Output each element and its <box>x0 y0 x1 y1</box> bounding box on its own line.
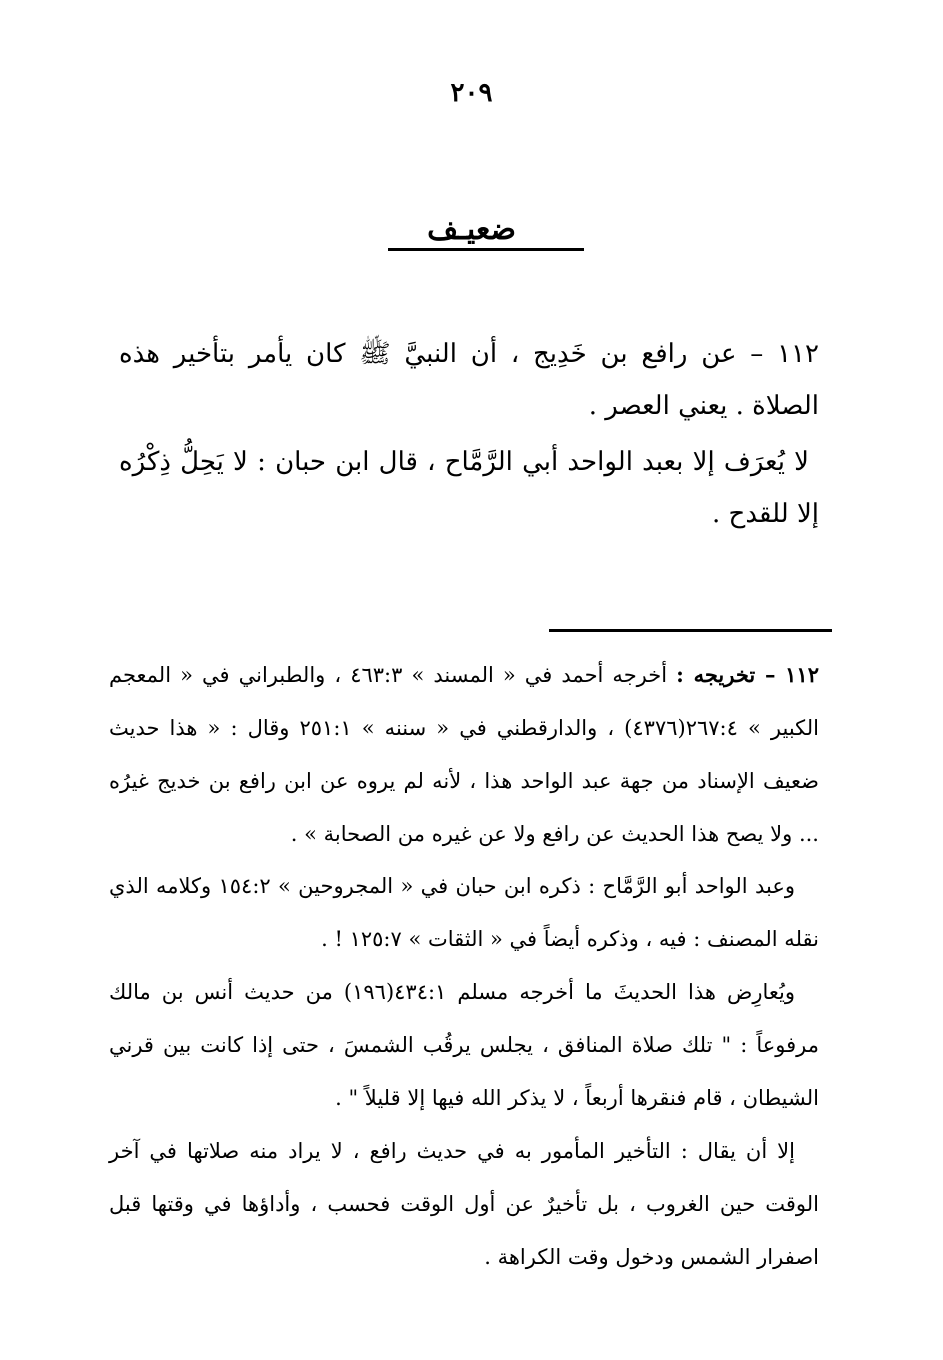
narrator-note: لا يُعرَف إلا بعبد الواحد أبي الرَّمَّاح ، قال ابن حبان : لا يَحِلُّ ذِكْرُه إلا للقدح . <box>119 447 819 529</box>
hadith-paragraph <box>119 328 819 432</box>
section-title: ضعيـف <box>427 212 516 247</box>
footnote-text: ويُعارِض هذا الحديثَ ما أخرجه مسلم ٤٣٤:١(١٩٦) من حديث أنس بن مالك مرفوعاً : " تلك صلاة المنافق ، يجلس يرقُب الشمسَ ، حتى إذا كانت بين قرني الشيطان ، قام فنقرها أربعاً ، لا يذكر الله فيها إلا قليلاً " . <box>109 980 819 1110</box>
hadith-text: – عن رافع بن خَدِيج ، أن النبيَّ ﷺ كان يأمر بتأخير هذه الصلاة . يعني العصر . <box>119 339 819 421</box>
title-underline <box>388 248 584 251</box>
footnote-paragraph <box>109 966 819 1125</box>
footnote-lead: ١١٢ – تخريجه : <box>676 662 819 687</box>
footnote-paragraph <box>109 1125 819 1284</box>
footnote-paragraph <box>109 860 819 966</box>
footnote-text: وعبد الواحد أبو الرَّمَّاح : ذكره ابن حبان في « المجروحين » ١٥٤:٢ وكلامه الذي نقله المصنف : فيه ، وذكره أيضاً في « الثقات » ١٢٥:٧ ! . <box>109 874 819 951</box>
footnote-paragraph <box>109 648 819 861</box>
footnote-separator <box>549 629 832 632</box>
page-number: ٢٠٩ <box>450 78 493 108</box>
footnote-text: إلا أن يقال : التأخير المأمور به في حديث رافع ، لا يراد منه صلاتها في آخر الوقت حين الغروب ، بل تأخيرٌ عن أول الوقت فحسب ، وأداؤها في وقتها قبل اصفرار الشمس ودخول وقت الكراهة . <box>109 1139 819 1269</box>
footnote-text: أخرجه أحمد في « المسند » ٤٦٣:٣ ، والطبراني في « المعجم الكبير » ٢٦٧:٤(٤٣٧٦) ، والدارقطني في « سننه » ٢٥١:١ وقال : « هذا حديث ضعيف الإسناد من جهة عبد الواحد هذا ، لأنه لم يروه عن ابن رافع بن خديج غيرُه ... ولا يصح هذا الحديث عن رافع ولا عن غيره من الصحابة » . <box>109 663 819 846</box>
hadith-number: ١١٢ <box>777 339 819 369</box>
